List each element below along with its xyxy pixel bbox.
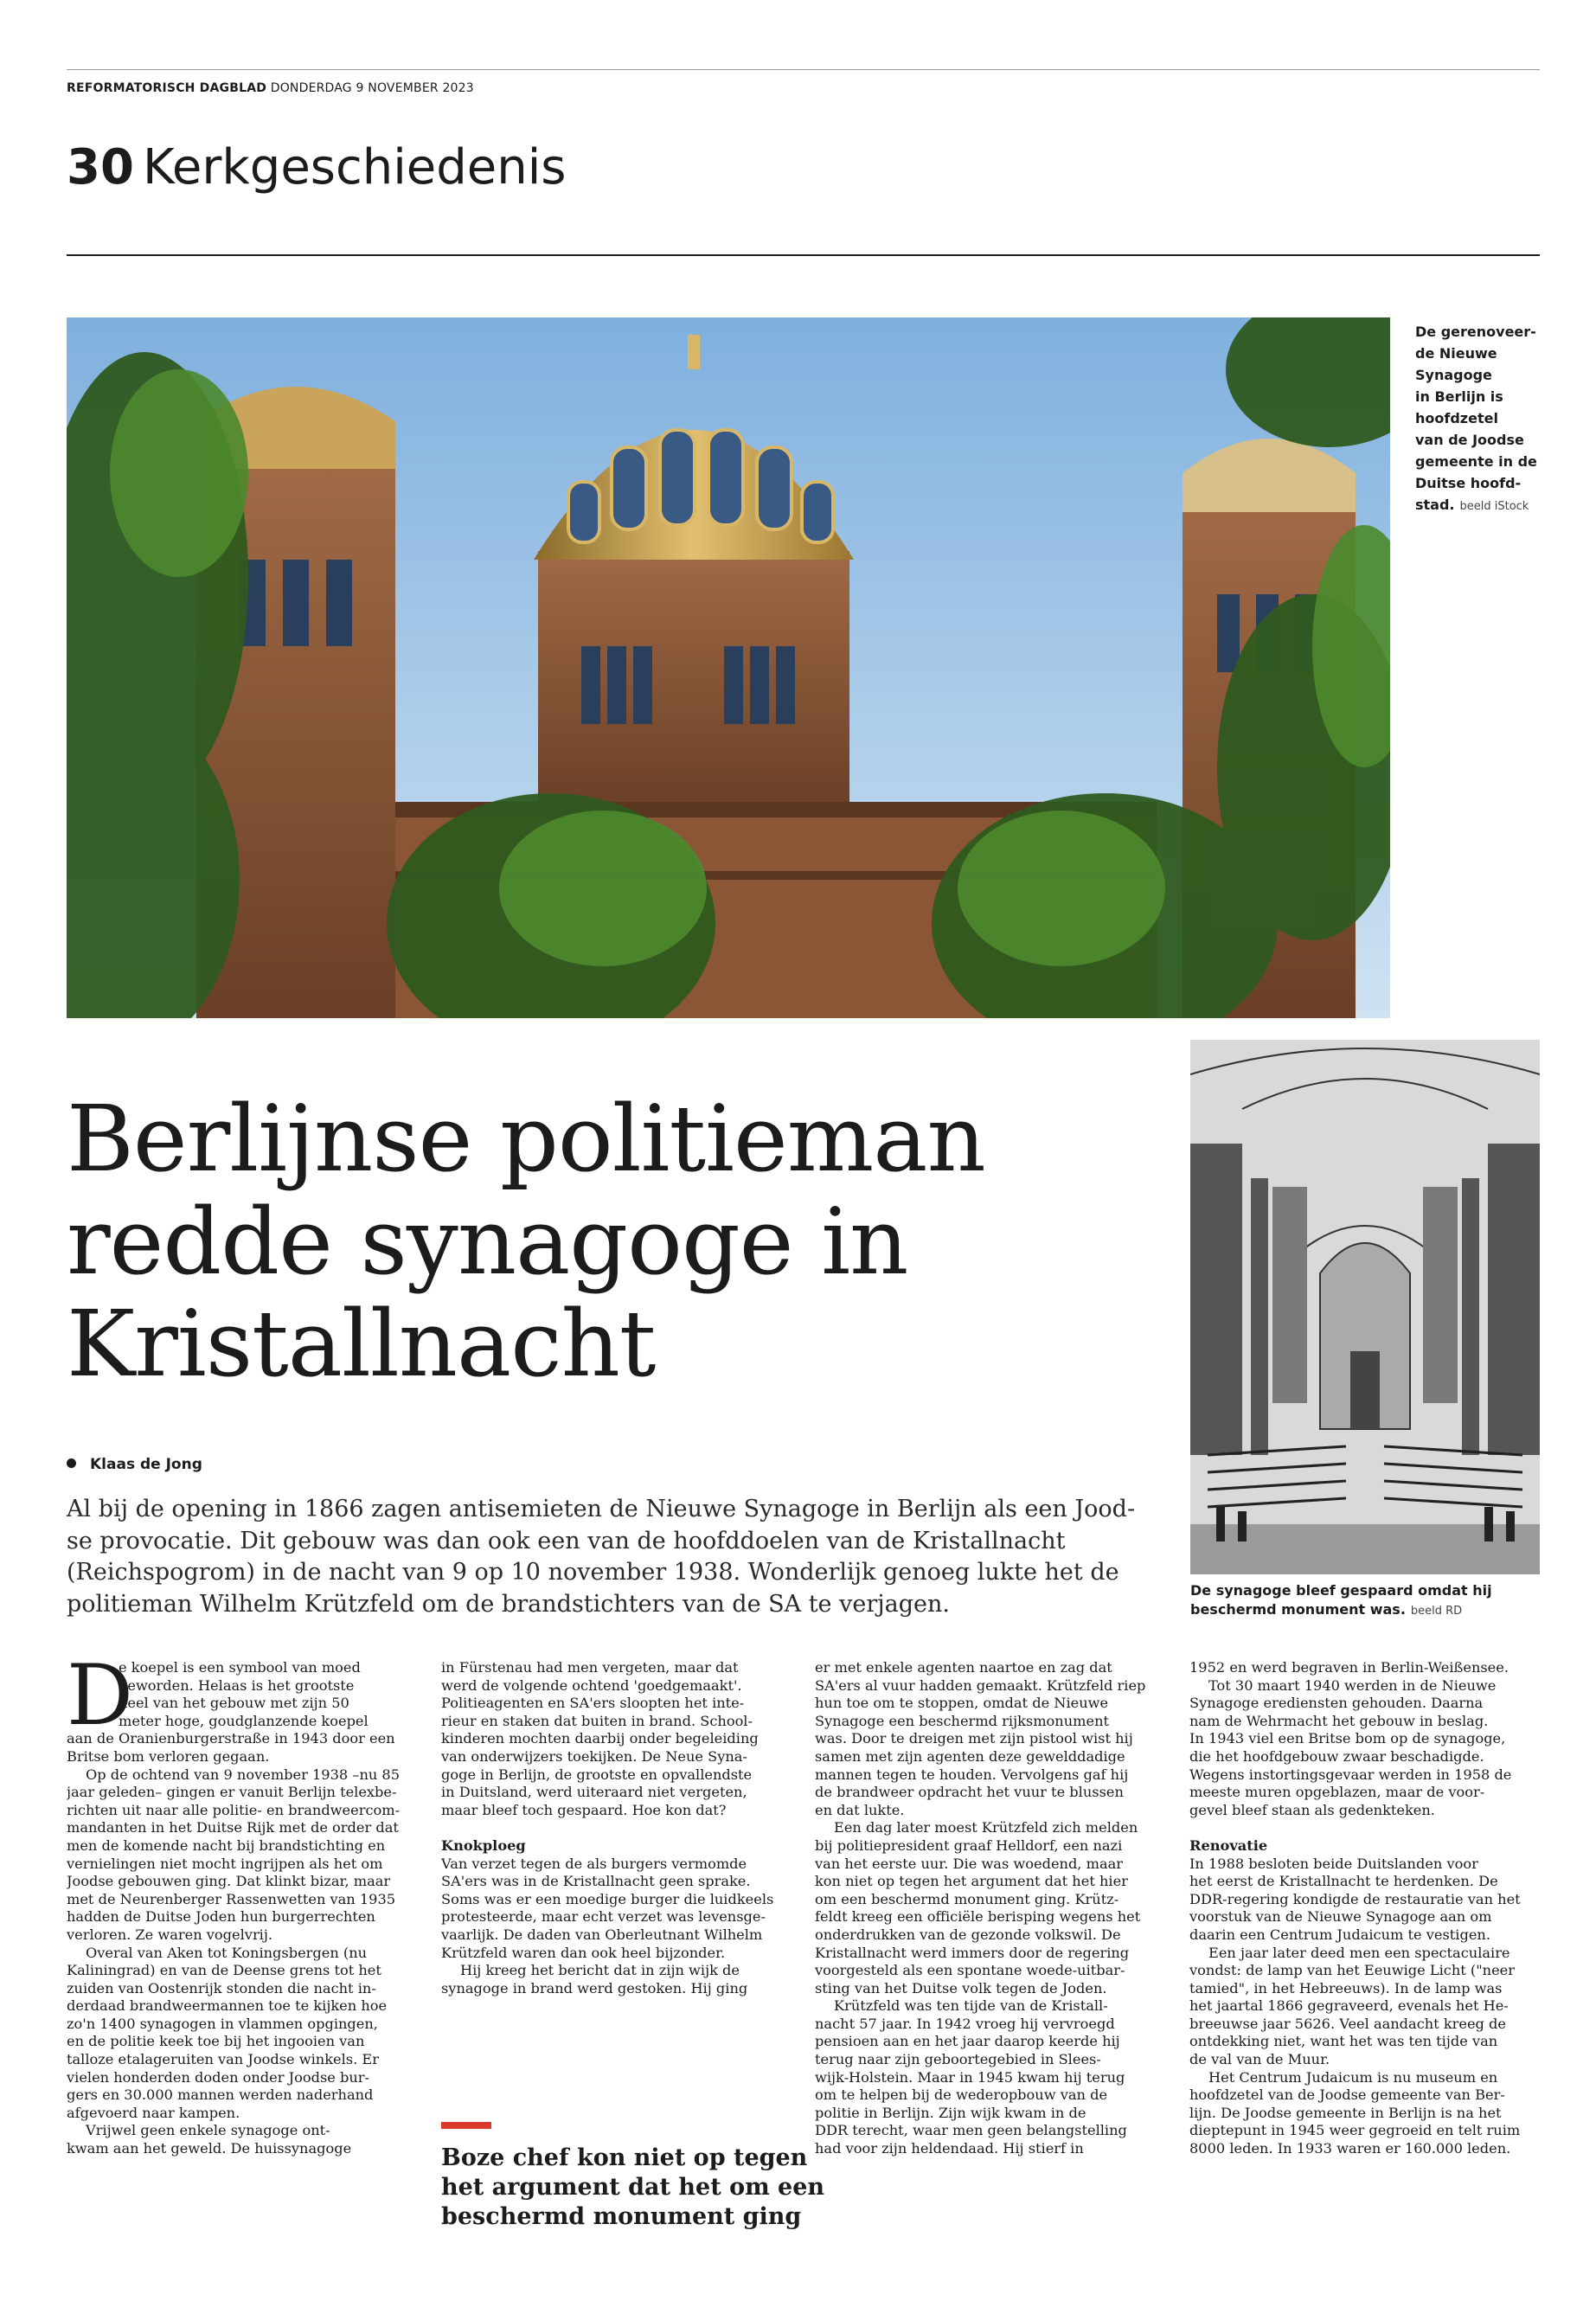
body-line: Hij kreeg het bericht dat in zijn wijk de <box>460 1962 740 1979</box>
subheading: Knokploeg <box>441 1836 526 1854</box>
body-line: voorstuk van de Nieuwe Synagoge aan om <box>1189 1908 1492 1926</box>
body-line: goge in Berlijn, de grootste en opvallendste <box>441 1766 753 1783</box>
body-line: vernielingen niet mocht ingrijpen als het om <box>67 1855 383 1872</box>
photo-credit: beeld iStock <box>1459 500 1529 513</box>
body-line: richten uit naar alle politie- en brandweercom- <box>67 1801 400 1818</box>
body-line: in Duitsland, werd uiteraard niet vergeten, <box>441 1784 747 1801</box>
body-line: van onderwijzers toekijken. De Neue Syna- <box>441 1747 747 1765</box>
paper-name: REFORMATORISCH DAGBLAD <box>67 81 267 95</box>
body-line: lijn. De Joodse gemeente in Berlijn is na het <box>1189 2104 1502 2121</box>
body-line: het eerst de Kristallnacht te herdenken. De <box>1189 1873 1498 1890</box>
body-line: kwam aan het geweld. De huissynagoge <box>67 2140 352 2157</box>
body-line: nacht 57 jaar. In 1942 vroeg hij vervroegd <box>815 2015 1115 2032</box>
body-line: Een jaar later deed men een spectaculaire <box>1208 1944 1510 1961</box>
body-line: In 1988 besloten beide Duitslanden voor <box>1189 1855 1478 1872</box>
pull-quote-accent <box>441 2122 491 2129</box>
body-line: gevel bleef staan als gedenkteken. <box>1189 1801 1435 1818</box>
body-column-1 <box>67 1659 400 2158</box>
body-line: zuiden van Oostenrijk stonden die nacht in- <box>67 1979 376 1997</box>
body-line: Synagoge een beschermd rijksmonument <box>815 1712 1110 1729</box>
body-line: de val van de Muur. <box>1189 2051 1330 2068</box>
body-line: DDR terecht, waar men geen belangstelling <box>815 2122 1127 2139</box>
body-line: was. Door te dreigen met zijn pistool wist hij <box>815 1730 1133 1747</box>
section-name: Kerkgeschiedenis <box>142 139 567 195</box>
body-line <box>1189 1819 1522 1837</box>
masthead <box>67 81 474 95</box>
body-line: pensioen aan en het jaar daarop keerde hij <box>815 2033 1120 2050</box>
body-line: talloze etalageruiten van Joodse winkels. Er <box>67 2051 379 2068</box>
section-header <box>67 139 567 195</box>
body-line: zo'n 1400 synagogen in vlammen opgingen, <box>67 2015 378 2032</box>
side-photo-caption: De synagoge bleef gespaard omdat hij beschermd monument was. beeld RD <box>1190 1582 1492 1618</box>
body-line: dieptepunt in 1945 weer gegroeid en telt ruim <box>1189 2122 1521 2139</box>
body-line: Joodse gebouwen ging. Dat klinkt bizar, maar <box>67 1873 391 1890</box>
body-line: hun toe om te stoppen, omdat de Nieuwe <box>815 1695 1109 1712</box>
body-line: gers en 30.000 mannen werden naderhand <box>67 2086 374 2104</box>
main-photo-caption: De gerenoveer- de Nieuwe Synagoge in Berlijn is hoofdzetel van de Joodse gemeente in de Duitse hoofd- stad. beeld iStock <box>1415 324 1537 513</box>
body-column-3 <box>815 1659 1148 2158</box>
body-line: Krützfeld was ten tijde van de Kristall- <box>834 1997 1108 2015</box>
body-line: werd de volgende ochtend 'goedgemaakt'. <box>441 1676 742 1694</box>
body-line: nam de Wehrmacht het gebouw in beslag. <box>1189 1712 1489 1729</box>
body-line: vielen honderden doden onder Joodse bur- <box>67 2068 370 2086</box>
body-line: politie in Berlijn. Zijn wijk kwam in de <box>815 2104 1086 2121</box>
page-number: 30 <box>67 139 134 195</box>
body-line: ontdekking niet, want het was ten tijde van <box>1189 2033 1498 2050</box>
body-line: had voor zijn heldendaad. Hij stierf in <box>815 2140 1084 2157</box>
body-line: men de komende nacht bij brandstichting en <box>67 1836 386 1854</box>
subheading: Renovatie <box>1189 1836 1268 1854</box>
body-line: met de Neurenberger Rassenwetten van 1935 <box>67 1890 396 1907</box>
body-line: bij politiepresident graaf Helldorf, een nazi <box>815 1836 1123 1854</box>
body-line: Vrijwel geen enkele synagoge ont- <box>86 2122 330 2139</box>
body-line: e koepel is een symbool van moed <box>119 1659 361 1676</box>
body-line: vaarlijk. De daden van Oberleutnant Wilhelm <box>441 1926 763 1943</box>
body-line: meeste muren opgeblazen, maar de voor- <box>1189 1784 1485 1801</box>
body-line: hadden de Duitse Joden hun burgerrechten <box>67 1908 375 1926</box>
body-line: Een dag later moest Krützfeld zich melden <box>834 1819 1138 1836</box>
body-line: rieur en staken dat buiten in brand. School- <box>441 1712 753 1729</box>
body-line: wijk-Holstein. Maar in 1945 kwam hij terug <box>815 2068 1125 2086</box>
body-line: hoofdzetel van de Joodse gemeente van Ber- <box>1189 2086 1505 2104</box>
body-line: DDR-regering kondigde de restauratie van het <box>1189 1890 1521 1907</box>
body-line: Overal van Aken tot Koningsbergen (nu <box>86 1944 368 1961</box>
body-line: om te helpen bij de wederopbouw van de <box>815 2086 1108 2104</box>
issue-date: DONDERDAG 9 NOVEMBER 2023 <box>270 81 474 95</box>
body-line: in Fürstenau had men vergeten, maar dat <box>441 1659 739 1676</box>
body-line: die het hoofdgebouw zwaar beschadigde. <box>1189 1747 1484 1765</box>
body-column-2 <box>441 1659 774 1997</box>
side-photo-interior-engraving <box>1190 1040 1540 1574</box>
top-rule <box>67 69 1540 70</box>
body-line: de brandweer opdracht het vuur te blussen <box>815 1784 1124 1801</box>
body-line: Wegens instortingsgevaar werden in 1958 de <box>1189 1766 1512 1783</box>
body-line: Soms was er een moedige burger die luidkeels <box>441 1890 774 1907</box>
body-line: verloren. Ze waren vogelvrij. <box>67 1926 273 1943</box>
headline: Berlijnse politieman redde synagoge in Kristallnacht <box>67 1086 985 1398</box>
drop-cap: D <box>67 1647 133 1744</box>
body-line: aan de Oranienburgerstraße in 1943 door een <box>67 1730 395 1747</box>
body-line: Synagoge erediensten gehouden. Daarna <box>1189 1695 1484 1712</box>
body-line: er met enkele agenten naartoe en zag dat <box>815 1659 1112 1676</box>
body-line: en dat lukte. <box>815 1801 905 1818</box>
body-line: jaar geleden– gingen er vanuit Berlijn telexbe- <box>67 1784 397 1801</box>
body-line: derdaad brandweermannen toe te kijken hoe <box>67 1997 388 2015</box>
body-line: samen met zijn agenten deze gewelddadige <box>815 1747 1125 1765</box>
body-line: onderdrukken van de gezonde volkswil. De <box>815 1926 1121 1943</box>
body-line: tamied", in het Hebreeuws). In de lamp was <box>1189 1979 1503 1997</box>
body-line: terug naar zijn geboortegebied in Slees- <box>815 2051 1101 2068</box>
body-line: het jaartal 1866 gegraveerd, evenals het He- <box>1189 1997 1509 2015</box>
body-line: om een beschermd monument ging. Krütz- <box>815 1890 1119 1907</box>
pull-quote: Boze chef kon niet op tegen het argument dat het om een beschermd monument ging <box>441 2144 825 2230</box>
body-line: Het Centrum Judaicum is nu museum en <box>1208 2068 1498 2086</box>
body-line: SA'ers was in de Kristallnacht geen sprake. <box>441 1873 751 1890</box>
body-line: Politieagenten en SA'ers sloopten het inte- <box>441 1695 745 1712</box>
body-line: geworden. Helaas is het grootste <box>119 1676 355 1694</box>
section-rule <box>67 254 1540 256</box>
body-line: van het eerste uur. Die was woedend, maar <box>815 1855 1123 1872</box>
body-line: 1952 en werd begraven in Berlin-Weißensee. <box>1189 1659 1509 1676</box>
body-line: 8000 leden. In 1933 waren er 160.000 leden. <box>1189 2140 1511 2157</box>
body-line: meter hoge, goudglanzende koepel <box>119 1712 369 1729</box>
body-line: mannen tegen te houden. Vervolgens gaf hij <box>815 1766 1129 1783</box>
body-line: SA'ers al vuur hadden gemaakt. Krützfeld riep <box>815 1676 1146 1694</box>
body-line: Kaliningrad) en van de Deense grens tot het <box>67 1962 381 1979</box>
photo-credit: beeld RD <box>1410 1605 1463 1618</box>
body-line: Op de ochtend van 9 november 1938 –nu 85 <box>86 1766 400 1783</box>
main-photo-synagogue <box>67 317 1390 1018</box>
body-line: kinderen mochten daarbij onder begeleiding <box>441 1730 759 1747</box>
body-line: vondst: de lamp van het Eeuwige Licht ("neer <box>1189 1962 1515 1979</box>
body-line: Britse bom verloren gegaan. <box>67 1747 270 1765</box>
body-line: feldt kreeg een officiële berisping wegens het <box>815 1908 1141 1926</box>
body-line: voorgesteld als een spontane woede-uitbar- <box>815 1962 1125 1979</box>
intro-paragraph: Al bij de opening in 1866 zagen antisemieten de Nieuwe Synagoge in Berlijn als een Jood- se provocatie. Dit gebouw was dan ook een van de hoofddoelen van de Kristallnacht (Reichspogrom) in de nacht van 9 op 10 november 1938. Wonderlijk genoeg lukte het de politieman Wilhelm Krützfeld om de brandstichters van de SA te verjagen. <box>67 1496 1136 1618</box>
body-line: Tot 30 maart 1940 werden in de Nieuwe <box>1208 1676 1497 1694</box>
body-line: maar bleef toch gespaard. Hoe kon dat? <box>441 1801 727 1818</box>
body-line: Van verzet tegen de als burgers vermomde <box>441 1855 747 1872</box>
body-line: mandanten in het Duitse Rijk met de order dat <box>67 1819 399 1836</box>
author-byline: Klaas de Jong <box>67 1456 202 1473</box>
body-line: sting van het Duitse volk tegen de Joden. <box>815 1979 1107 1997</box>
body-line: deel van het gebouw met zijn 50 <box>119 1695 349 1712</box>
body-line: breeuwse jaar 5626. Veel aandacht kreeg de <box>1189 2015 1506 2032</box>
body-line: kon niet op tegen het argument dat het hier <box>815 1873 1128 1890</box>
body-line: Kristallnacht werd immers door de regering <box>815 1944 1130 1961</box>
body-line <box>441 1819 774 1837</box>
body-line: synagoge in brand werd gestoken. Hij ging <box>441 1979 748 1997</box>
body-line: In 1943 viel een Britse bom op de synagoge, <box>1189 1730 1506 1747</box>
body-line: afgevoerd naar kampen. <box>67 2104 240 2121</box>
bullet-icon <box>67 1458 76 1468</box>
body-line: Krützfeld waren dan ook heel bijzonder. <box>441 1944 726 1961</box>
body-column-4 <box>1189 1659 1522 2158</box>
body-line: daarin een Centrum Judaicum te vestigen. <box>1189 1926 1490 1943</box>
body-line: en de politie keek toe bij het ingooien van <box>67 2033 365 2050</box>
body-line: protesteerde, maar echt verzet was levensge- <box>441 1908 766 1926</box>
